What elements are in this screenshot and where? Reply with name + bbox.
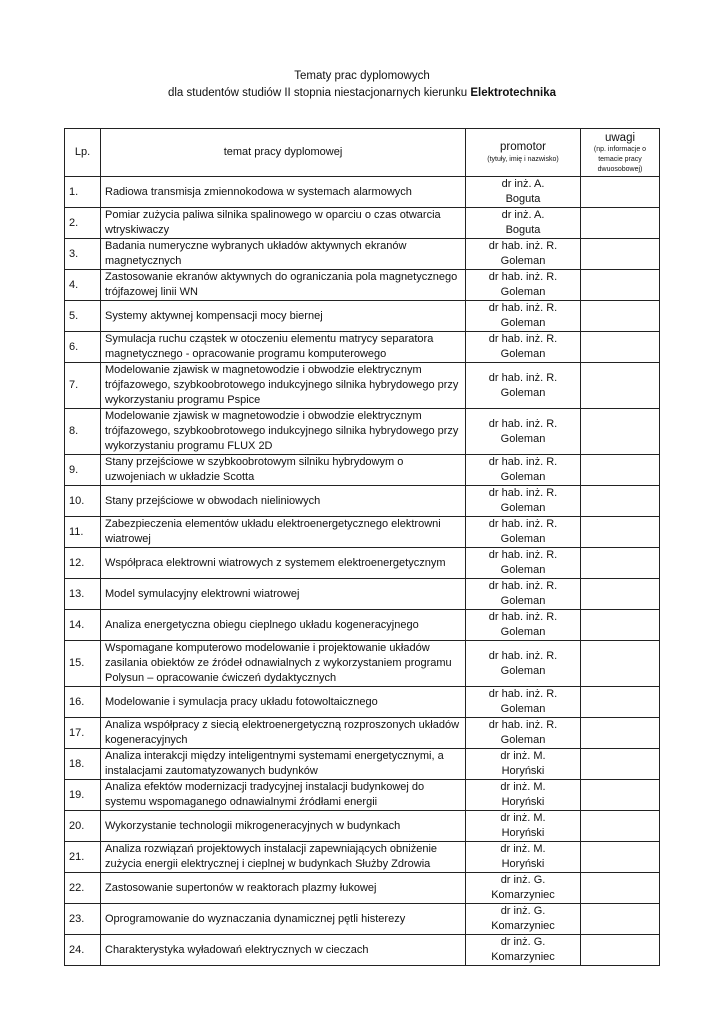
- row-number: 18.: [65, 749, 101, 780]
- row-number: 19.: [65, 780, 101, 811]
- promotor-cell: [466, 517, 581, 548]
- table-row: [65, 270, 660, 301]
- promotor-title: dr inż. M.: [500, 812, 546, 824]
- notes-cell: [581, 486, 660, 517]
- row-number: 1.: [65, 177, 101, 208]
- notes-cell: [581, 780, 660, 811]
- header-notes: [581, 129, 660, 177]
- promotor-title: dr inż. A.: [501, 209, 545, 221]
- promotor-title: dr inż. G.: [500, 905, 546, 917]
- topic-title: Stany przejściowe w obwodach nieliniowych: [101, 486, 466, 517]
- promotor-name: Horyński: [501, 858, 545, 870]
- field-of-study: Elektrotechnika: [470, 87, 557, 99]
- promotor-title: dr hab. inż. R.: [488, 371, 558, 384]
- promotor-name: Goleman: [500, 664, 546, 677]
- topic-title: Zastosowanie ekranów aktywnych do ograniczania pola magnetycznego trójfazowej linii WN: [101, 270, 466, 301]
- header-notes-sub: (np. informacje o temacie pracy dwuosobowej): [593, 145, 647, 173]
- topic-title: Modelowanie zjawisk w magnetowodzie i obwodzie elektrycznym trójfazowego, szybkoobrotowego indukcyjnego silnika hybrydowego przy wykorzystaniu programu Pspice: [101, 363, 466, 409]
- subtitle-text: dla studentów studiów II stopnia niestacjonarnych kierunku: [167, 87, 471, 99]
- row-number: 7.: [65, 363, 101, 409]
- promotor-cell: [466, 301, 581, 332]
- promotor-title: dr hab. inż. R.: [488, 719, 558, 731]
- promotor-title: dr hab. inż. R.: [488, 688, 558, 700]
- promotor-cell: [466, 270, 581, 301]
- promotor-title: dr hab. inż. R.: [488, 649, 558, 662]
- promotor-name: Boguta: [505, 224, 541, 236]
- row-number: 3.: [65, 239, 101, 270]
- promotor-cell: [466, 177, 581, 208]
- document-subtitle: [0, 85, 724, 102]
- table-row: [65, 548, 660, 579]
- promotor-cell: [466, 718, 581, 749]
- promotor-cell: [466, 780, 581, 811]
- topic-title: Analiza energetyczna obiegu cieplnego układu kogeneracyjnego: [101, 610, 466, 641]
- promotor-cell: [466, 610, 581, 641]
- table-row: [65, 749, 660, 780]
- promotor-name: Goleman: [500, 626, 546, 638]
- row-number: 24.: [65, 935, 101, 966]
- topic-title: Systemy aktywnej kompensacji mocy biernej: [101, 301, 466, 332]
- promotor-name: Goleman: [500, 703, 546, 715]
- promotor-title: dr inż. A.: [501, 178, 545, 190]
- promotor-cell: [466, 579, 581, 610]
- promotor-name: Komarzyniec: [491, 920, 555, 932]
- topic-title: Stany przejściowe w szybkoobrotowym silniku hybrydowym o uzwojeniach w układzie Scotta: [101, 455, 466, 486]
- promotor-name: Horyński: [501, 765, 545, 777]
- row-number: 20.: [65, 811, 101, 842]
- topic-title: Analiza interakcji między inteligentnymi systemami energetycznymi, a instalacjami zautomatyzowanych budynków: [101, 749, 466, 780]
- notes-cell: [581, 811, 660, 842]
- row-number: 6.: [65, 332, 101, 363]
- promotor-title: dr inż. G.: [500, 936, 546, 948]
- promotor-cell: [466, 873, 581, 904]
- promotor-name: Komarzyniec: [491, 889, 555, 901]
- promotor-name: Goleman: [500, 386, 546, 399]
- header-notes-label: uwagi: [604, 131, 636, 144]
- promotor-title: dr hab. inż. R.: [488, 518, 558, 530]
- topic-title: Radiowa transmisja zmiennokodowa w systemach alarmowych: [101, 177, 466, 208]
- promotor-name: Boguta: [505, 193, 541, 205]
- row-number: 10.: [65, 486, 101, 517]
- row-number: 23.: [65, 904, 101, 935]
- row-number: 13.: [65, 579, 101, 610]
- topic-title: Pomiar zużycia paliwa silnika spalinowego w oparciu o czas otwarcia wtryskiwaczy: [101, 208, 466, 239]
- promotor-cell: [466, 687, 581, 718]
- notes-cell: [581, 641, 660, 687]
- promotor-name: Goleman: [500, 595, 546, 607]
- topic-title: Model symulacyjny elektrowni wiatrowej: [101, 579, 466, 610]
- topic-title: Zastosowanie supertonów w reaktorach plazmy łukowej: [101, 873, 466, 904]
- promotor-title: dr inż. M.: [500, 843, 546, 855]
- topic-title: Modelowanie zjawisk w magnetowodzie i obwodzie elektrycznym trójfazowego, szybkoobrotowego indukcyjnego silnika hybrydowego przy wykorzystaniu programu FLUX 2D: [101, 409, 466, 455]
- notes-cell: [581, 579, 660, 610]
- promotor-cell: [466, 208, 581, 239]
- table-row: [65, 935, 660, 966]
- notes-cell: [581, 687, 660, 718]
- table-row: [65, 177, 660, 208]
- promotor-title: dr hab. inż. R.: [488, 417, 558, 430]
- topic-title: Charakterystyka wyładowań elektrycznych w cieczach: [101, 935, 466, 966]
- table-row: [65, 873, 660, 904]
- table-header-row: [65, 129, 660, 177]
- table-row: [65, 718, 660, 749]
- row-number: 8.: [65, 409, 101, 455]
- header-promotor-sub: (tytuły, imię i nazwisko): [487, 156, 559, 163]
- promotor-name: Horyński: [501, 827, 545, 839]
- table-row: [65, 332, 660, 363]
- notes-cell: [581, 718, 660, 749]
- notes-cell: [581, 749, 660, 780]
- row-number: 12.: [65, 548, 101, 579]
- notes-cell: [581, 455, 660, 486]
- promotor-title: dr hab. inż. R.: [488, 302, 558, 314]
- table-row: [65, 517, 660, 548]
- header-topic: temat pracy dyplomowej: [101, 129, 466, 177]
- topic-title: Wspomagane komputerowo modelowanie i projektowanie układów zasilania obiektów ze źródeł odnawialnych z wykorzystaniem programu Polysun – opracowanie ćwiczeń dydaktycznych: [101, 641, 466, 687]
- topic-title: Oprogramowanie do wyznaczania dynamicznej pętli histerezy: [101, 904, 466, 935]
- header-promotor: [466, 129, 581, 177]
- notes-cell: [581, 332, 660, 363]
- notes-cell: [581, 363, 660, 409]
- notes-cell: [581, 301, 660, 332]
- promotor-cell: [466, 749, 581, 780]
- table-row: [65, 641, 660, 687]
- promotor-name: Horyński: [501, 796, 545, 808]
- row-number: 9.: [65, 455, 101, 486]
- promotor-cell: [466, 409, 581, 455]
- promotor-name: Goleman: [500, 286, 546, 298]
- promotor-cell: [466, 842, 581, 873]
- promotor-name: Goleman: [500, 734, 546, 746]
- row-number: 15.: [65, 641, 101, 687]
- header-lp: Lp.: [65, 129, 101, 177]
- topic-title: Analiza rozwiązań projektowych instalacji zapewniających obniżenie zużycia energii elektrycznej i cieplnej w budynkach Służby Zdrowia: [101, 842, 466, 873]
- table-row: [65, 208, 660, 239]
- topic-title: Analiza współpracy z siecią elektroenergetyczną rozproszonych układów kogeneracyjnych: [101, 718, 466, 749]
- promotor-title: dr hab. inż. R.: [488, 240, 558, 252]
- notes-cell: [581, 208, 660, 239]
- row-number: 21.: [65, 842, 101, 873]
- topic-title: Współpraca elektrowni wiatrowych z systemem elektroenergetycznym: [101, 548, 466, 579]
- promotor-name: Goleman: [500, 255, 546, 267]
- row-number: 16.: [65, 687, 101, 718]
- promotor-name: Komarzyniec: [491, 951, 555, 963]
- topic-title: Analiza efektów modernizacji tradycyjnej instalacji budynkowej do systemu wspomaganego odnawialnymi źródłami energii: [101, 780, 466, 811]
- notes-cell: [581, 610, 660, 641]
- promotor-cell: [466, 904, 581, 935]
- promotor-title: dr hab. inż. R.: [488, 611, 558, 623]
- notes-cell: [581, 239, 660, 270]
- promotor-name: Goleman: [500, 317, 546, 329]
- topic-title: Symulacja ruchu cząstek w otoczeniu elementu matrycy separatora magnetycznego - opracowanie programu komputerowego: [101, 332, 466, 363]
- table-row: [65, 904, 660, 935]
- promotor-name: Goleman: [500, 502, 546, 514]
- promotor-name: Goleman: [500, 348, 546, 360]
- topics-table: [64, 128, 660, 966]
- promotor-name: Goleman: [500, 432, 546, 445]
- row-number: 5.: [65, 301, 101, 332]
- notes-cell: [581, 270, 660, 301]
- topic-title: Zabezpieczenia elementów układu elektroenergetycznego elektrowni wiatrowej: [101, 517, 466, 548]
- notes-cell: [581, 842, 660, 873]
- promotor-title: dr hab. inż. R.: [488, 271, 558, 283]
- topic-title: Badania numeryczne wybranych układów aktywnych ekranów magnetycznych: [101, 239, 466, 270]
- promotor-cell: [466, 548, 581, 579]
- promotor-cell: [466, 641, 581, 687]
- row-number: 17.: [65, 718, 101, 749]
- table-row: [65, 301, 660, 332]
- promotor-title: dr inż. M.: [500, 750, 546, 762]
- table-row: [65, 687, 660, 718]
- table-row: [65, 780, 660, 811]
- table-row: [65, 842, 660, 873]
- promotor-title: dr hab. inż. R.: [488, 549, 558, 561]
- notes-cell: [581, 935, 660, 966]
- topic-title: Wykorzystanie technologii mikrogeneracyjnych w budynkach: [101, 811, 466, 842]
- row-number: 4.: [65, 270, 101, 301]
- notes-cell: [581, 548, 660, 579]
- notes-cell: [581, 873, 660, 904]
- promotor-title: dr hab. inż. R.: [488, 456, 558, 468]
- row-number: 14.: [65, 610, 101, 641]
- table-row: [65, 811, 660, 842]
- table-row: [65, 579, 660, 610]
- promotor-cell: [466, 239, 581, 270]
- document-title: Tematy prac dyplomowych: [294, 70, 430, 82]
- notes-cell: [581, 409, 660, 455]
- promotor-title: dr inż. M.: [500, 781, 546, 793]
- row-number: 11.: [65, 517, 101, 548]
- promotor-name: Goleman: [500, 471, 546, 483]
- row-number: 2.: [65, 208, 101, 239]
- promotor-cell: [466, 332, 581, 363]
- promotor-cell: [466, 935, 581, 966]
- table-row: [65, 239, 660, 270]
- promotor-title: dr inż. G.: [500, 874, 546, 886]
- promotor-title: dr hab. inż. R.: [488, 580, 558, 592]
- table-row: [65, 409, 660, 455]
- promotor-cell: [466, 363, 581, 409]
- promotor-name: Goleman: [500, 533, 546, 545]
- table-row: [65, 610, 660, 641]
- promotor-cell: [466, 455, 581, 486]
- document-header: [0, 68, 724, 102]
- promotor-name: Goleman: [500, 564, 546, 576]
- table-row: [65, 486, 660, 517]
- notes-cell: [581, 517, 660, 548]
- promotor-title: dr hab. inż. R.: [488, 487, 558, 499]
- header-promotor-label: promotor: [499, 141, 547, 153]
- notes-cell: [581, 177, 660, 208]
- row-number: 22.: [65, 873, 101, 904]
- notes-cell: [581, 904, 660, 935]
- promotor-cell: [466, 486, 581, 517]
- table-row: [65, 363, 660, 409]
- table-row: [65, 455, 660, 486]
- topic-title: Modelowanie i symulacja pracy układu fotowoltaicznego: [101, 687, 466, 718]
- promotor-cell: [466, 811, 581, 842]
- promotor-title: dr hab. inż. R.: [488, 333, 558, 345]
